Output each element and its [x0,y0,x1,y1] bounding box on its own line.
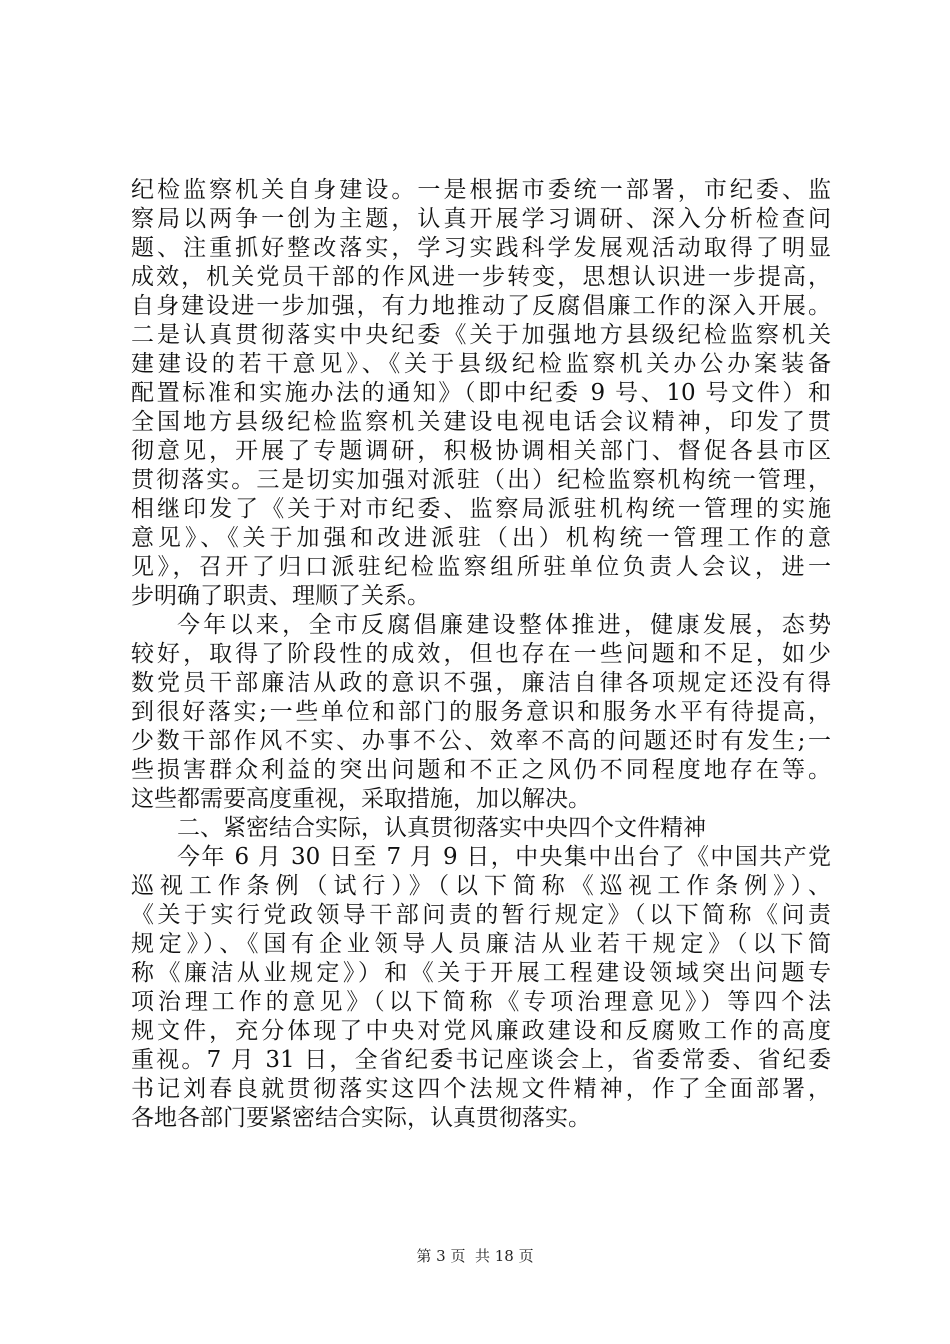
text-line: 全国地方县级纪检监察机关建设电视电话会议精神，印发了贯 [131,409,831,435]
text-line: 自身建设进一步加强，有力地推动了反腐倡廉工作的深入开展。 [131,293,831,319]
text-line: 重视。7 月 31 日，全省纪委书记座谈会上，省委常委、省纪委 [131,1047,831,1073]
text-line: 这些都需要高度重视，采取措施，加以解决。 [131,786,591,812]
text-line: 察局以两争一创为主题，认真开展学习调研、深入分析检查问 [131,206,831,232]
text-line: 意见》、《关于加强和改进派驻（出）机构统一管理工作的意 [131,525,831,551]
text-line: 数党员干部廉洁从政的意识不强，廉洁自律各项规定还没有得 [131,670,831,696]
page-footer [0,1246,950,1266]
text-line: 项治理工作的意见》（以下简称《专项治理意见》）等四个法 [131,989,831,1015]
text-line: 较好，取得了阶段性的成效，但也存在一些问题和不足，如少 [131,641,831,667]
text-line: 《关于实行党政领导干部问责的暂行规定》（以下简称《问责 [131,902,831,928]
body-text [131,176,831,1133]
section-heading: 二、紧密结合实际，认真贯彻落实中央四个文件精神 [177,815,706,841]
text-line: 规文件，充分体现了中央对党风廉政建设和反腐败工作的高度 [131,1018,831,1044]
text-line: 题、注重抓好整改落实，学习实践科学发展观活动取得了明显 [131,235,831,261]
text-line: 相继印发了《关于对市纪委、监察局派驻机构统一管理的实施 [131,496,831,522]
paragraph-first-line: 今年 6 月 30 日至 7 月 9 日，中央集中出台了《中国共产党 [177,844,831,870]
text-line: 少数干部作风不实、办事不公、效率不高的问题还时有发生;一 [131,728,831,754]
text-line: 二是认真贯彻落实中央纪委《关于加强地方县级纪检监察机关 [131,322,831,348]
text-line: 纪检监察机关自身建设。一是根据市委统一部署，市纪委、监 [131,177,831,203]
text-line: 见》，召开了归口派驻纪检监察组所驻单位负责人会议，进一 [131,554,831,580]
text-line: 成效，机关党员干部的作风进一步转变，思想认识进一步提高， [131,264,831,290]
text-line: 各地各部门要紧密结合实际，认真贯彻落实。 [131,1105,591,1131]
text-line: 到很好落实;一些单位和部门的服务意识和服务水平有待提高， [131,699,831,725]
text-line: 配置标准和实施办法的通知》（即中纪委 9 号、10 号文件）和 [131,380,831,406]
text-line: 建建设的若干意见》、《关于县级纪检监察机关办公办案装备 [131,351,831,377]
text-line: 贯彻落实。三是切实加强对派驻（出）纪检监察机构统一管理， [131,467,831,493]
paragraph-first-line: 今年以来，全市反腐倡廉建设整体推进，健康发展，态势 [177,612,831,638]
text-line: 巡视工作条例（试行）》（以下简称《巡视工作条例》）、 [131,873,831,899]
text-line: 彻意见，开展了专题调研，积极协调相关部门、督促各县市区 [131,438,831,464]
page-number: 第 3 页 共 18 页 [416,1247,534,1265]
text-line: 规定》）、《国有企业领导人员廉洁从业若干规定》（以下简 [131,931,831,957]
text-line: 书记刘春良就贯彻落实这四个法规文件精神，作了全面部署， [131,1076,831,1102]
text-line: 步明确了职责、理顺了关系。 [131,583,430,609]
text-line: 些损害群众利益的突出问题和不正之风仍不同程度地存在等。 [131,757,831,783]
text-line: 称《廉洁从业规定》）和《关于开展工程建设领域突出问题专 [131,960,831,986]
